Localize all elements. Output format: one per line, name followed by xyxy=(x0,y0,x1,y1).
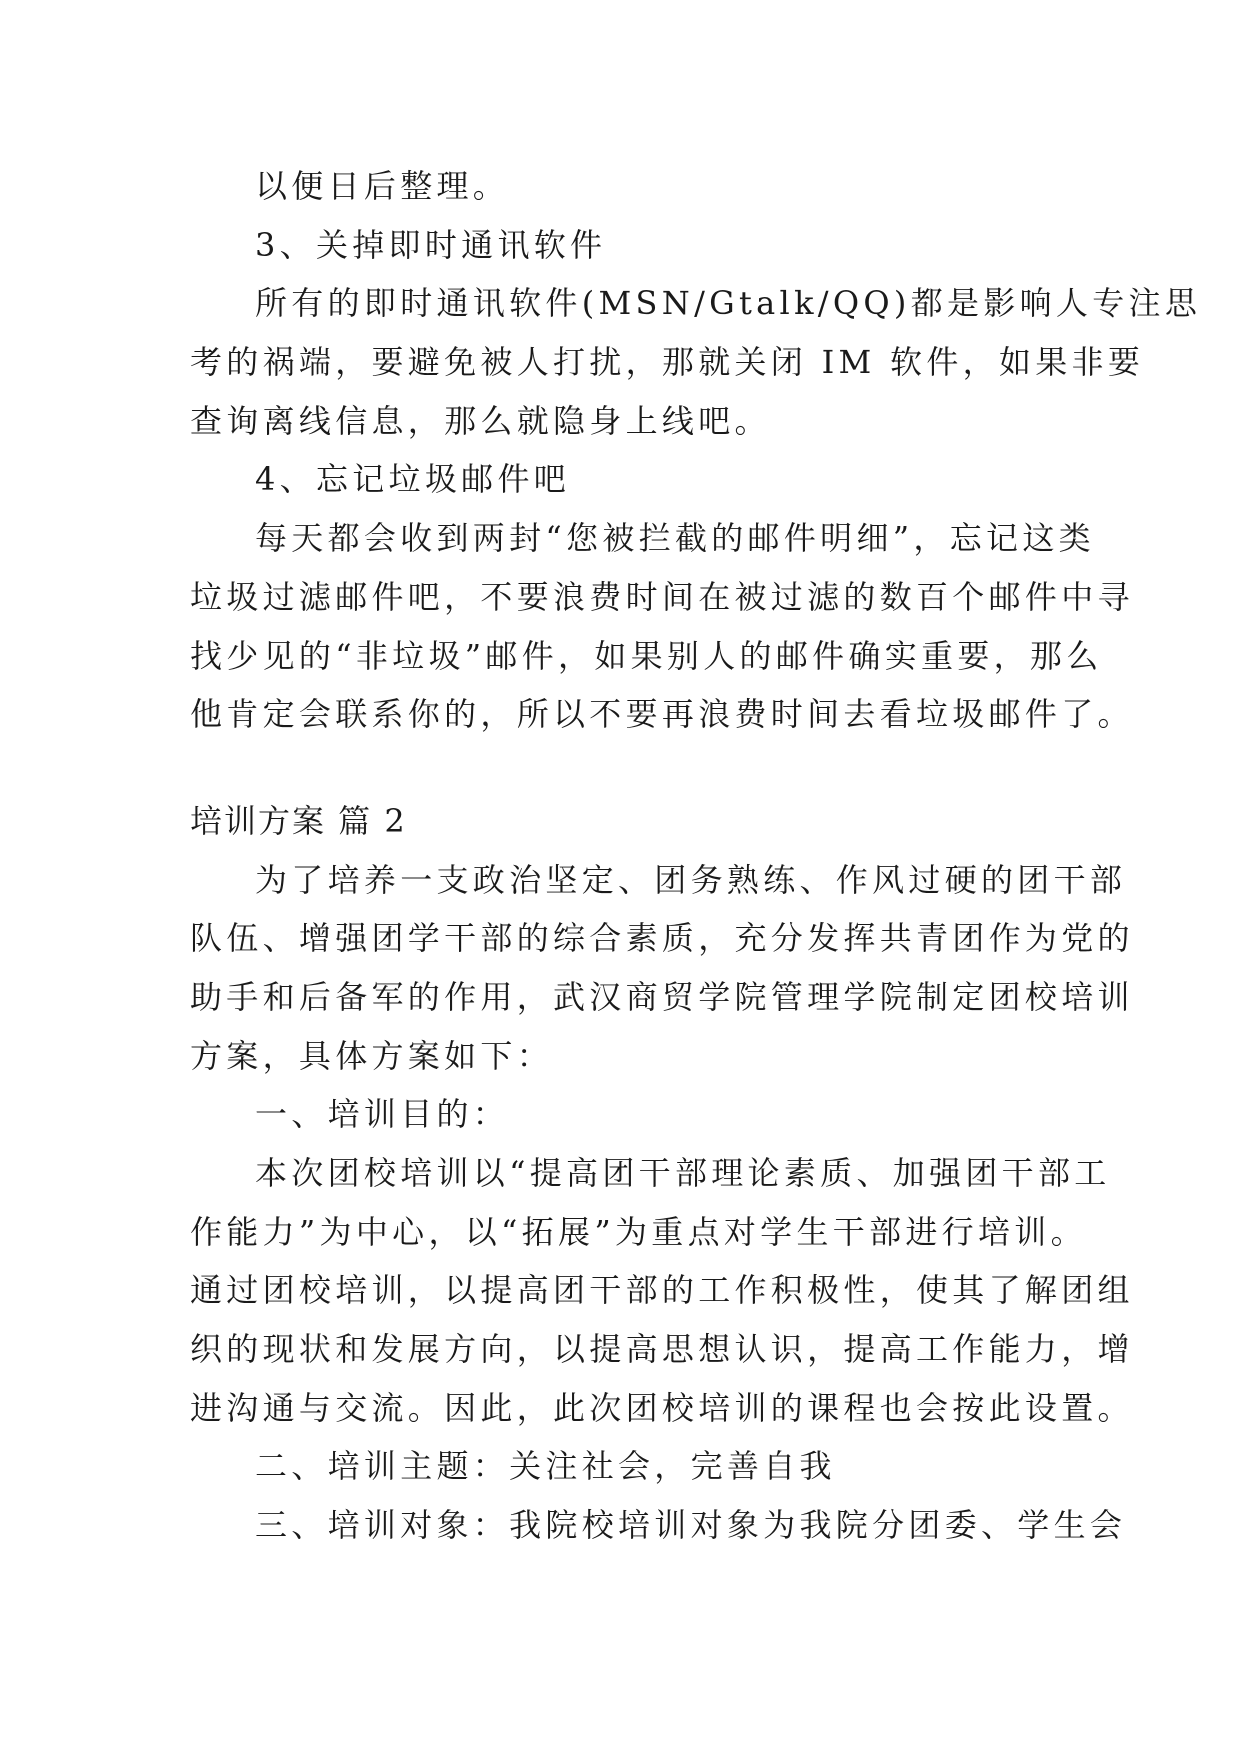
paragraph-line: 通过团校培训，以提高团干部的工作积极性，使其了解团组 xyxy=(190,1271,1134,1309)
paragraph-line: 考的祸端，要避免被人打扰，那就关闭 IM 软件，如果非要 xyxy=(190,343,1145,381)
paragraph-line: 本次团校培训以“提高团干部理论素质、加强团干部工 xyxy=(255,1154,1111,1192)
paragraph-line: 以便日后整理。 xyxy=(255,167,510,205)
paragraph-line: 进沟通与交流。因此，此次团校培训的课程也会按此设置。 xyxy=(190,1389,1134,1427)
item-heading-3: 3、关掉即时通讯软件 xyxy=(255,226,607,264)
paragraph-line: 所有的即时通讯软件(MSN/Gtalk/QQ)都是影响人专注思 xyxy=(255,284,1202,322)
paragraph-line: 他肯定会联系你的，所以不要再浪费时间去看垃圾邮件了。 xyxy=(190,695,1134,733)
paragraph-line: 为了培养一支政治坚定、团务熟练、作风过硬的团干部 xyxy=(255,861,1127,899)
paragraph-line: 队伍、增强团学干部的综合素质，充分发挥共青团作为党的 xyxy=(190,919,1134,957)
paragraph-line: 助手和后备军的作用，武汉商贸学院管理学院制定团校培训 xyxy=(190,978,1134,1016)
heading-purpose: 一、培训目的： xyxy=(255,1095,510,1133)
section-title: 培训方案 篇 2 xyxy=(190,802,407,840)
heading-audience: 三、培训对象：我院校培训对象为我院分团委、学生会 xyxy=(255,1506,1127,1544)
paragraph-line: 垃圾过滤邮件吧，不要浪费时间在被过滤的数百个邮件中寻 xyxy=(190,578,1134,616)
item-heading-4: 4、忘记垃圾邮件吧 xyxy=(255,460,571,498)
paragraph-line: 找少见的“非垃圾”邮件，如果别人的邮件确实重要，那么 xyxy=(190,637,1103,675)
paragraph-line: 织的现状和发展方向，以提高思想认识，提高工作能力，增 xyxy=(190,1330,1134,1368)
heading-theme: 二、培训主题：关注社会，完善自我 xyxy=(255,1447,836,1485)
paragraph-line: 查询离线信息，那么就隐身上线吧。 xyxy=(190,402,771,440)
paragraph-line: 每天都会收到两封“您被拦截的邮件明细”，忘记这类 xyxy=(255,519,1095,557)
paragraph-line: 作能力”为中心，以“拓展”为重点对学生干部进行培训。 xyxy=(190,1213,1087,1251)
paragraph-line: 方案，具体方案如下： xyxy=(190,1037,554,1075)
